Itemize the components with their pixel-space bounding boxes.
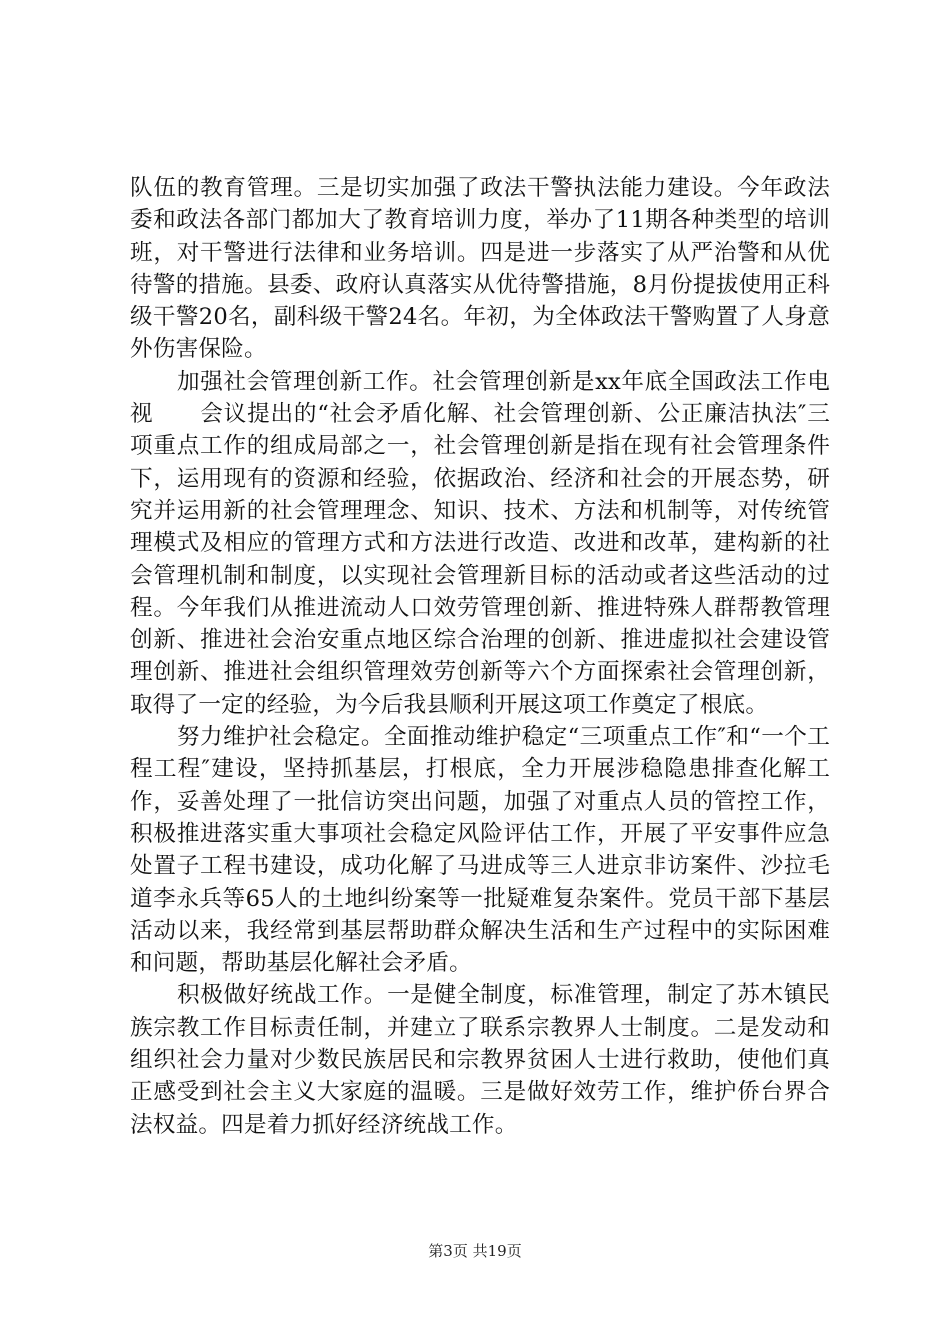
page-number-footer: 第3页 共19页 — [428, 1242, 522, 1260]
paragraph-united-front-work: 积极做好统战工作。一是健全制度，标准管理，制定了苏木镇民族宗教工作目标责任制，并建立了联系宗教界人士制度。二是发动和组织社会力量对少数民族居民和宗教界贫困人士进行救助，使他们真正感受到社会主义大家庭的温暖。三是做好效劳工作，维护侨台界合法权益。四是着力抓好经济统战工作。 — [130, 982, 830, 1138]
paragraph-social-management-innovation: 加强社会管理创新工作。社会管理创新是xx年底全国政法工作电视 会议提出的“社会矛盾化解、社会管理创新、公正廉洁执法″三项重点工作的组成局部之一，社会管理创新是指在现有社会管理条件下，运用现有的资源和经验，依据政治、经济和社会的开展态势，研究并运用新的社会管理理念、知识、技术、方法和机制等，对传统管理模式及相应的管理方式和方法进行改造、改进和改革，建构新的社会管理机制和制度，以实现社会管理新目标的活动或者这些活动的过程。今年我们从推进流动人口效劳管理创新、推进特殊人群帮教管理创新、推进社会治安重点地区综合治理的创新、推进虚拟社会建设管理创新、推进社会组织管理效劳创新等六个方面探索社会管理创新，取得了一定的经验，为今后我县顺利开展这项工作奠定了根底。 — [130, 368, 830, 718]
paragraph-education-management: 队伍的教育管理。三是切实加强了政法干警执法能力建设。今年政法委和政法各部门都加大了教育培训力度，举办了11期各种类型的培训班，对干警进行法律和业务培训。四是进一步落实了从严治警和从优待警的措施。县委、政府认真落实从优待警措施，8月份提拔使用正科级干警20名，副科级干警24名。年初，为全体政法干警购置了人身意外伤害保险。 — [130, 175, 830, 363]
paragraph-social-stability: 努力维护社会稳定。全面推动维护稳定“三项重点工作″和“一个工程工程″建设，坚持抓基层，打根底，全力开展涉稳隐患排查化解工作，妥善处理了一批信访突出问题，加强了对重点人员的管控工作，积极推进落实重大事项社会稳定风险评估工作，开展了平安事件应急处置子工程书建设，成功化解了马进成等三人进京非访案件、沙拉毛道李永兵等65人的土地纠纷案等一批疑难复杂案件。党员干部下基层活动以来，我经常到基层帮助群众解决生活和生产过程中的实际困难和问题，帮助基层化解社会矛盾。 — [130, 724, 830, 977]
body-text — [130, 172, 830, 1141]
